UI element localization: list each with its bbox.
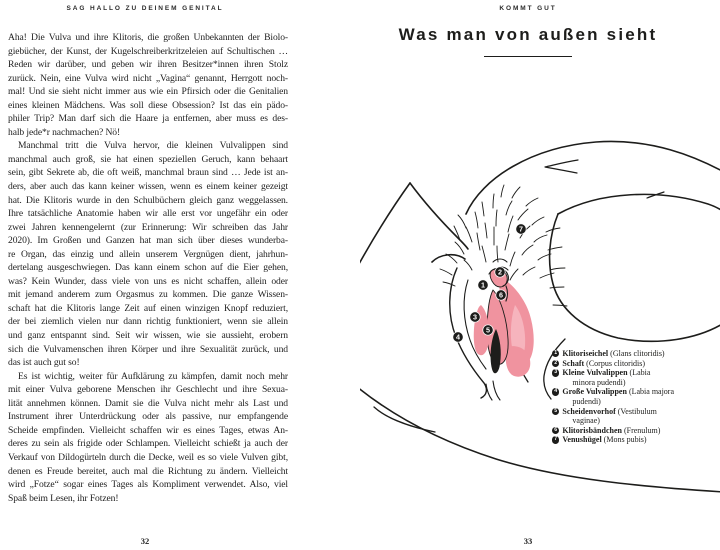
text-line: Spaß beim Lesen, ihr Fotzen!: [8, 492, 119, 504]
svg-text:1: 1: [481, 280, 485, 290]
svg-text:7: 7: [519, 224, 523, 234]
legend-number-badge: 5: [552, 408, 559, 415]
legend-item: [552, 387, 710, 406]
text-line: Instrument ihrer Unterdrückung oder als passive, nur empfangende: [8, 411, 288, 423]
chapter-title: Was man von außen sieht: [398, 25, 658, 44]
figure-marker-6: [496, 290, 506, 300]
legend-label: Große Vulvalippen (Labia majora pudendi): [562, 387, 675, 406]
title-rule: [484, 56, 572, 57]
text-line: halb jede*r nachmachen? Nö!: [8, 126, 121, 138]
right-running-head: KOMMT GUT: [499, 5, 557, 12]
text-line: mit jemand anderem zum Orgasmus zu kommen. Die ganze Wissen-: [8, 289, 288, 301]
text-line: schaft hat die Klitoris lange Zeit auf einen winzigen Knopf reduziert,: [8, 302, 288, 314]
legend-item: [552, 368, 710, 387]
legend-item: [552, 349, 710, 359]
text-line: giebücher, der Kunst, der Kugelschreiberkritzeleien auf Schultischen …: [8, 45, 288, 57]
text-line: wird „Fotze“ sogar eines Tages als Kompliment verwendet. Also, viel: [8, 479, 288, 491]
legend-number-badge: 6: [552, 427, 559, 434]
text-line: das ist auch gut so!: [8, 357, 80, 369]
legend-label: Venushügel (Mons pubis): [562, 435, 647, 445]
figure-marker-1: [478, 280, 488, 290]
text-line: re Organ, das einzig und allein unserem Vergnügen dient, jahrhun-: [8, 248, 288, 260]
body-text-column: [8, 31, 288, 505]
legend-label: Scheidenvorhof (Vestibulum vaginae): [562, 406, 657, 426]
legend-number-badge: 1: [552, 350, 559, 357]
svg-text:4: 4: [456, 332, 460, 342]
text-line: Es ist wichtig, weiter für Aufklärung zu kämpfen, damit noch mehr: [18, 370, 288, 382]
text-line: Ihre tatsächliche Anatomie haben wir alle erst vor ungefähr ein oder: [8, 208, 288, 220]
text-line: sich die Vulvamenschen ihren Körper und ihre Sexualität zurück, und: [8, 343, 288, 355]
legend-label: Kleine Vulvalippen (Labia minora pudendi): [562, 368, 651, 387]
legend-number-badge: 2: [552, 360, 559, 367]
svg-text:5: 5: [486, 325, 490, 335]
right-page-number: 33: [523, 536, 533, 546]
text-line: manchmal auch groß, sie hat einen speziellen Geruch, kann behaart: [8, 153, 288, 165]
text-line: Reden wir darüber, und geben wir ihren Besitzer*innen ihren Stolz: [8, 59, 288, 71]
text-line: Manchmal tritt die Vulva hervor, die kleinen Vulvalippen sind: [18, 140, 288, 152]
legend-item: [552, 407, 710, 426]
svg-text:2: 2: [498, 267, 502, 277]
text-line: mal! Und sie sieht nicht immer aus wie ein Pfirsich oder die Genitalien: [8, 86, 288, 98]
text-line: zwei Jahren kennengelernt (zur Erinnerung: Wir schreiben das Jahr: [8, 221, 288, 233]
svg-text:3: 3: [473, 312, 477, 322]
text-line: hat. Die Klitoris wurde in den Schulbüchern gleich ganz weggelassen.: [8, 194, 288, 206]
figure-marker-4: [453, 332, 463, 342]
figure-marker-7: [516, 224, 526, 234]
text-line: lität annehmen können. Damit sie die Vulva nicht mehr als Last und: [8, 397, 288, 409]
legend-label: Klitorisbändchen (Frenulum): [562, 425, 661, 435]
left-running-head: SAG HALLO ZU DEINEM GENITAL: [66, 5, 224, 12]
text-line: Aha! Die Vulva und ihre Klitoris, die großen Unbekannten der Biolo-: [8, 32, 288, 43]
text-line: philer Trip? Man darf sich die Haare ja entfernen, aber muss es des-: [8, 113, 288, 125]
text-line: deres zu sein als frigide oder Schlampen. Vielleicht schießt ja auch der: [8, 438, 288, 450]
legend-item: [552, 359, 710, 369]
text-line: dertelang ausgeschwiegen. Das kann einem schon auf die Eier gehen,: [8, 262, 288, 274]
legend-item: [552, 435, 710, 445]
legend-number-badge: 4: [552, 388, 559, 395]
text-line: was? Kein Wunder, dass viele von uns es nicht schaffen, allein oder: [8, 275, 288, 287]
figure-legend: [552, 349, 710, 445]
text-line: ders, aber auch das kann keiner wissen, wenn es einem keiner gezeigt: [8, 181, 288, 193]
left-page-number: 32: [140, 536, 150, 546]
figure-marker-2: [495, 267, 505, 277]
text-line: mit einer Vulva geborene Menschen ihr Geschlecht und ihre Sexua-: [8, 384, 288, 396]
svg-text:6: 6: [499, 290, 503, 300]
text-line: und ganz entspannt sind. Seit wir wissen, wie sie aussieht, erobern: [8, 330, 288, 342]
text-line: eines kleinen Mädchens. Was soll diese Obsession? Ist das ein pädo-: [8, 99, 288, 111]
text-line: sein, gibt Sekrete ab, die oft weiß, manchmal braun sind … Jede ist an-: [8, 167, 288, 179]
text-line: 2020). Im Großen und Ganzen hat man sich über dieses wunderba-: [8, 235, 288, 247]
legend-label: Klitoriseichel (Glans clitoridis): [562, 349, 665, 358]
figure-marker-3: [470, 312, 480, 322]
text-line: zurück. Nein, eine Vulva wird nicht „Vagina“ genannt, Herrgott noch-: [8, 72, 288, 84]
text-line: der bei ziemlich vielen nur dann richtig funktioniert, wenn sie allein: [8, 316, 288, 328]
legend-label: Schaft (Corpus clitoridis): [562, 358, 646, 368]
legend-number-badge: 7: [552, 436, 559, 443]
text-line: denen es Freude bereitet, auch mal die Richtung zu ändern. Vielleicht: [8, 465, 288, 477]
legend-item: [552, 426, 710, 436]
text-line: Verkauf von Dildogürteln durch die Decke, weil es so viele Vulven gibt,: [8, 451, 288, 463]
text-line: Scheide empfinden. Vielleicht schaffen wir es eines Tages, etwas An-: [8, 424, 288, 436]
legend-number-badge: 3: [552, 369, 559, 376]
figure-marker-5: [483, 325, 493, 335]
